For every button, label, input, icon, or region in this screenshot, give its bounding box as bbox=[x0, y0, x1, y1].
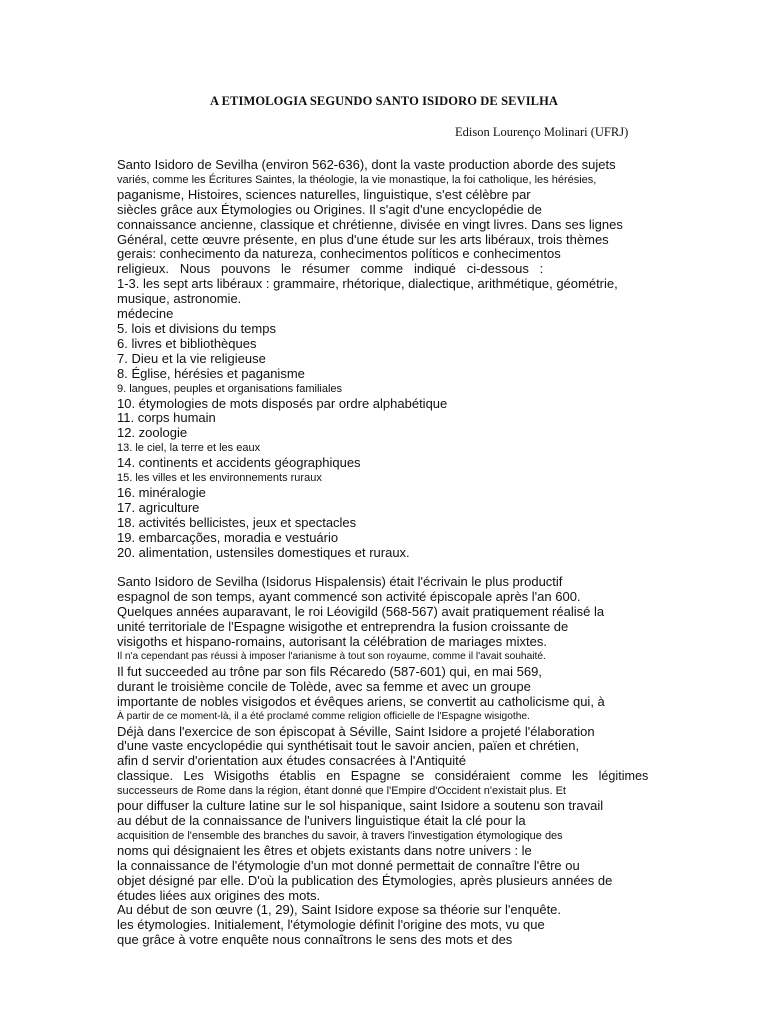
text-line: pour diffuser la culture latine sur le sol hispanique, saint Isidore a soutenu son travail bbox=[117, 798, 604, 814]
list-item: 20. alimentation, ustensiles domestiques et ruraux. bbox=[117, 544, 410, 560]
text-line: musique, astronomie. bbox=[117, 291, 242, 307]
list-item: 14. continents et accidents géographiques bbox=[117, 455, 361, 471]
list-item: 8. Église, hérésies et paganisme bbox=[117, 365, 305, 381]
text-line: classique. Les Wisigoths établis en Espagne se considéraient comme les légitimes bbox=[117, 769, 649, 784]
list-item: 11. corps humain bbox=[117, 410, 216, 426]
list-item: 5. lois et divisions du temps bbox=[117, 320, 276, 336]
text-line: À partir de ce moment-là, il a été proclamé comme religion officielle de l'Espagne wisigothe. bbox=[117, 710, 530, 722]
list-item: 16. minéralogie bbox=[117, 484, 206, 500]
text-line: objet désigné par elle. D'où la publication des Étymologies, après plusieurs années de bbox=[117, 872, 613, 888]
text-line: Au début de son œuvre (1, 29), Saint Isidore expose sa théorie sur l'enquête. bbox=[117, 902, 562, 918]
paragraph-gap bbox=[117, 560, 682, 575]
text-line: Il fut succeeded au trône par son fils Récaredo (587-601) qui, en mai 569, bbox=[117, 663, 542, 679]
text-line: acquisition de l'ensemble des branches du savoir, à travers l'investigation étymologique des bbox=[117, 829, 563, 842]
text-line: durant le troisième concile de Tolède, avec sa femme et avec un groupe bbox=[117, 678, 531, 694]
list-item: 18. activités bellicistes, jeux et spectacles bbox=[117, 514, 357, 530]
text-line: Il n'a cependant pas réussi à imposer l'arianisme à tout son royaume, comme il l'avait souhaité. bbox=[117, 651, 546, 662]
text-line: Déjà dans l'exercice de son épiscopat à Séville, Saint Isidore a projeté l'élaboration bbox=[117, 723, 595, 739]
text-line: Santo Isidoro de Sevilha (Isidorus Hispalensis) était l'écrivain le plus productif bbox=[117, 574, 563, 590]
list-item: 17. agriculture bbox=[117, 499, 200, 515]
document-author: Edison Lourenço Molinari (UFRJ) bbox=[455, 125, 629, 139]
list-item: 6. livres et bibliothèques bbox=[117, 335, 257, 351]
text-line: variés, comme les Écritures Saintes, la théologie, la vie monastique, la foi catholique, les hérésies, bbox=[117, 173, 597, 186]
text-line: études liées aux origines des mots. bbox=[117, 887, 321, 903]
text-line: unité territoriale de l'Espagne wisigothe et entreprendra la fusion croissante de bbox=[117, 619, 569, 635]
text-line: Général, cette œuvre présente, en plus d'une étude sur les arts libéraux, trois thèmes bbox=[117, 231, 609, 247]
text-line: siècles grâce aux Étymologies ou Origines. Il s'agit d'une encyclopédie de bbox=[117, 201, 542, 217]
paragraph-history bbox=[117, 575, 682, 948]
text-line: au début de la connaissance de l'univers linguistique était la clé pour la bbox=[117, 812, 526, 828]
text-line: visigoths et hispano-romains, autorisant la célébration de mariages mixtes. bbox=[117, 634, 547, 650]
text-line: que grâce à votre enquête nous connaîtrons le sens des mots et des bbox=[117, 932, 513, 948]
text-line: religieux. Nous pouvons le résumer comme indiqué ci-dessous : bbox=[117, 261, 544, 277]
list-item: 7. Dieu et la vie religieuse bbox=[117, 350, 266, 366]
document-body bbox=[117, 158, 682, 948]
list-item: 15. les villes et les environnements ruraux bbox=[117, 472, 322, 485]
text-line: afin d servir d'orientation aux études consacrées à l'Antiquité bbox=[117, 753, 466, 769]
text-line: les étymologies. Initialement, l'étymologie définit l'origine des mots, vu que bbox=[117, 917, 545, 933]
text-line: la connaissance de l'étymologie d'un mot donné permettait de connaître l'être ou bbox=[117, 857, 580, 873]
list-item: 19. embarcações, moradia e vestuário bbox=[117, 529, 339, 545]
list-item: 10. étymologies de mots disposés par ordre alphabétique bbox=[117, 395, 448, 411]
text-line: importante de nobles visigodos et évêques ariens, se convertit au catholicisme qui, à bbox=[117, 693, 605, 709]
text-line: médecine bbox=[117, 306, 174, 322]
text-line: paganisme, Histoires, sciences naturelles, linguistique, s'est célèbre par bbox=[117, 186, 531, 202]
text-line: espagnol de son temps, ayant commencé son activité épiscopale après l'an 600. bbox=[117, 589, 581, 605]
text-line: Quelques années auparavant, le roi Léovigild (568-567) avait pratiquement réalisé la bbox=[117, 604, 605, 620]
text-line: successeurs de Rome dans la région, étant donné que l'Empire d'Occident n'existait plus. Et bbox=[117, 785, 566, 798]
paragraph-intro bbox=[117, 158, 682, 560]
text-line: noms qui désignaient les êtres et objets existants dans notre univers : le bbox=[117, 842, 532, 858]
list-item: 12. zoologie bbox=[117, 425, 188, 441]
text-line: Santo Isidoro de Sevilha (environ 562-636), dont la vaste production aborde des sujets bbox=[117, 157, 616, 172]
list-item: 13. le ciel, la terre et les eaux bbox=[117, 442, 261, 455]
text-line: gerais: conhecimento da natureza, conhecimentos políticos e conhecimentos bbox=[117, 246, 561, 262]
document-title: A ETIMOLOGIA SEGUNDO SANTO ISIDORO DE SEVILHA bbox=[209, 94, 559, 108]
list-item: 9. langues, peuples et organisations familiales bbox=[117, 382, 343, 395]
text-line: d'une vaste encyclopédie qui synthétisait tout le savoir ancien, païen et chrétien, bbox=[117, 738, 580, 754]
text-line: 1-3. les sept arts libéraux : grammaire, rhétorique, dialectique, arithmétique, géométrie, bbox=[117, 276, 618, 292]
text-line: connaissance ancienne, classique et chrétienne, divisée en vingt livres. Dans ses lignes bbox=[117, 216, 623, 232]
